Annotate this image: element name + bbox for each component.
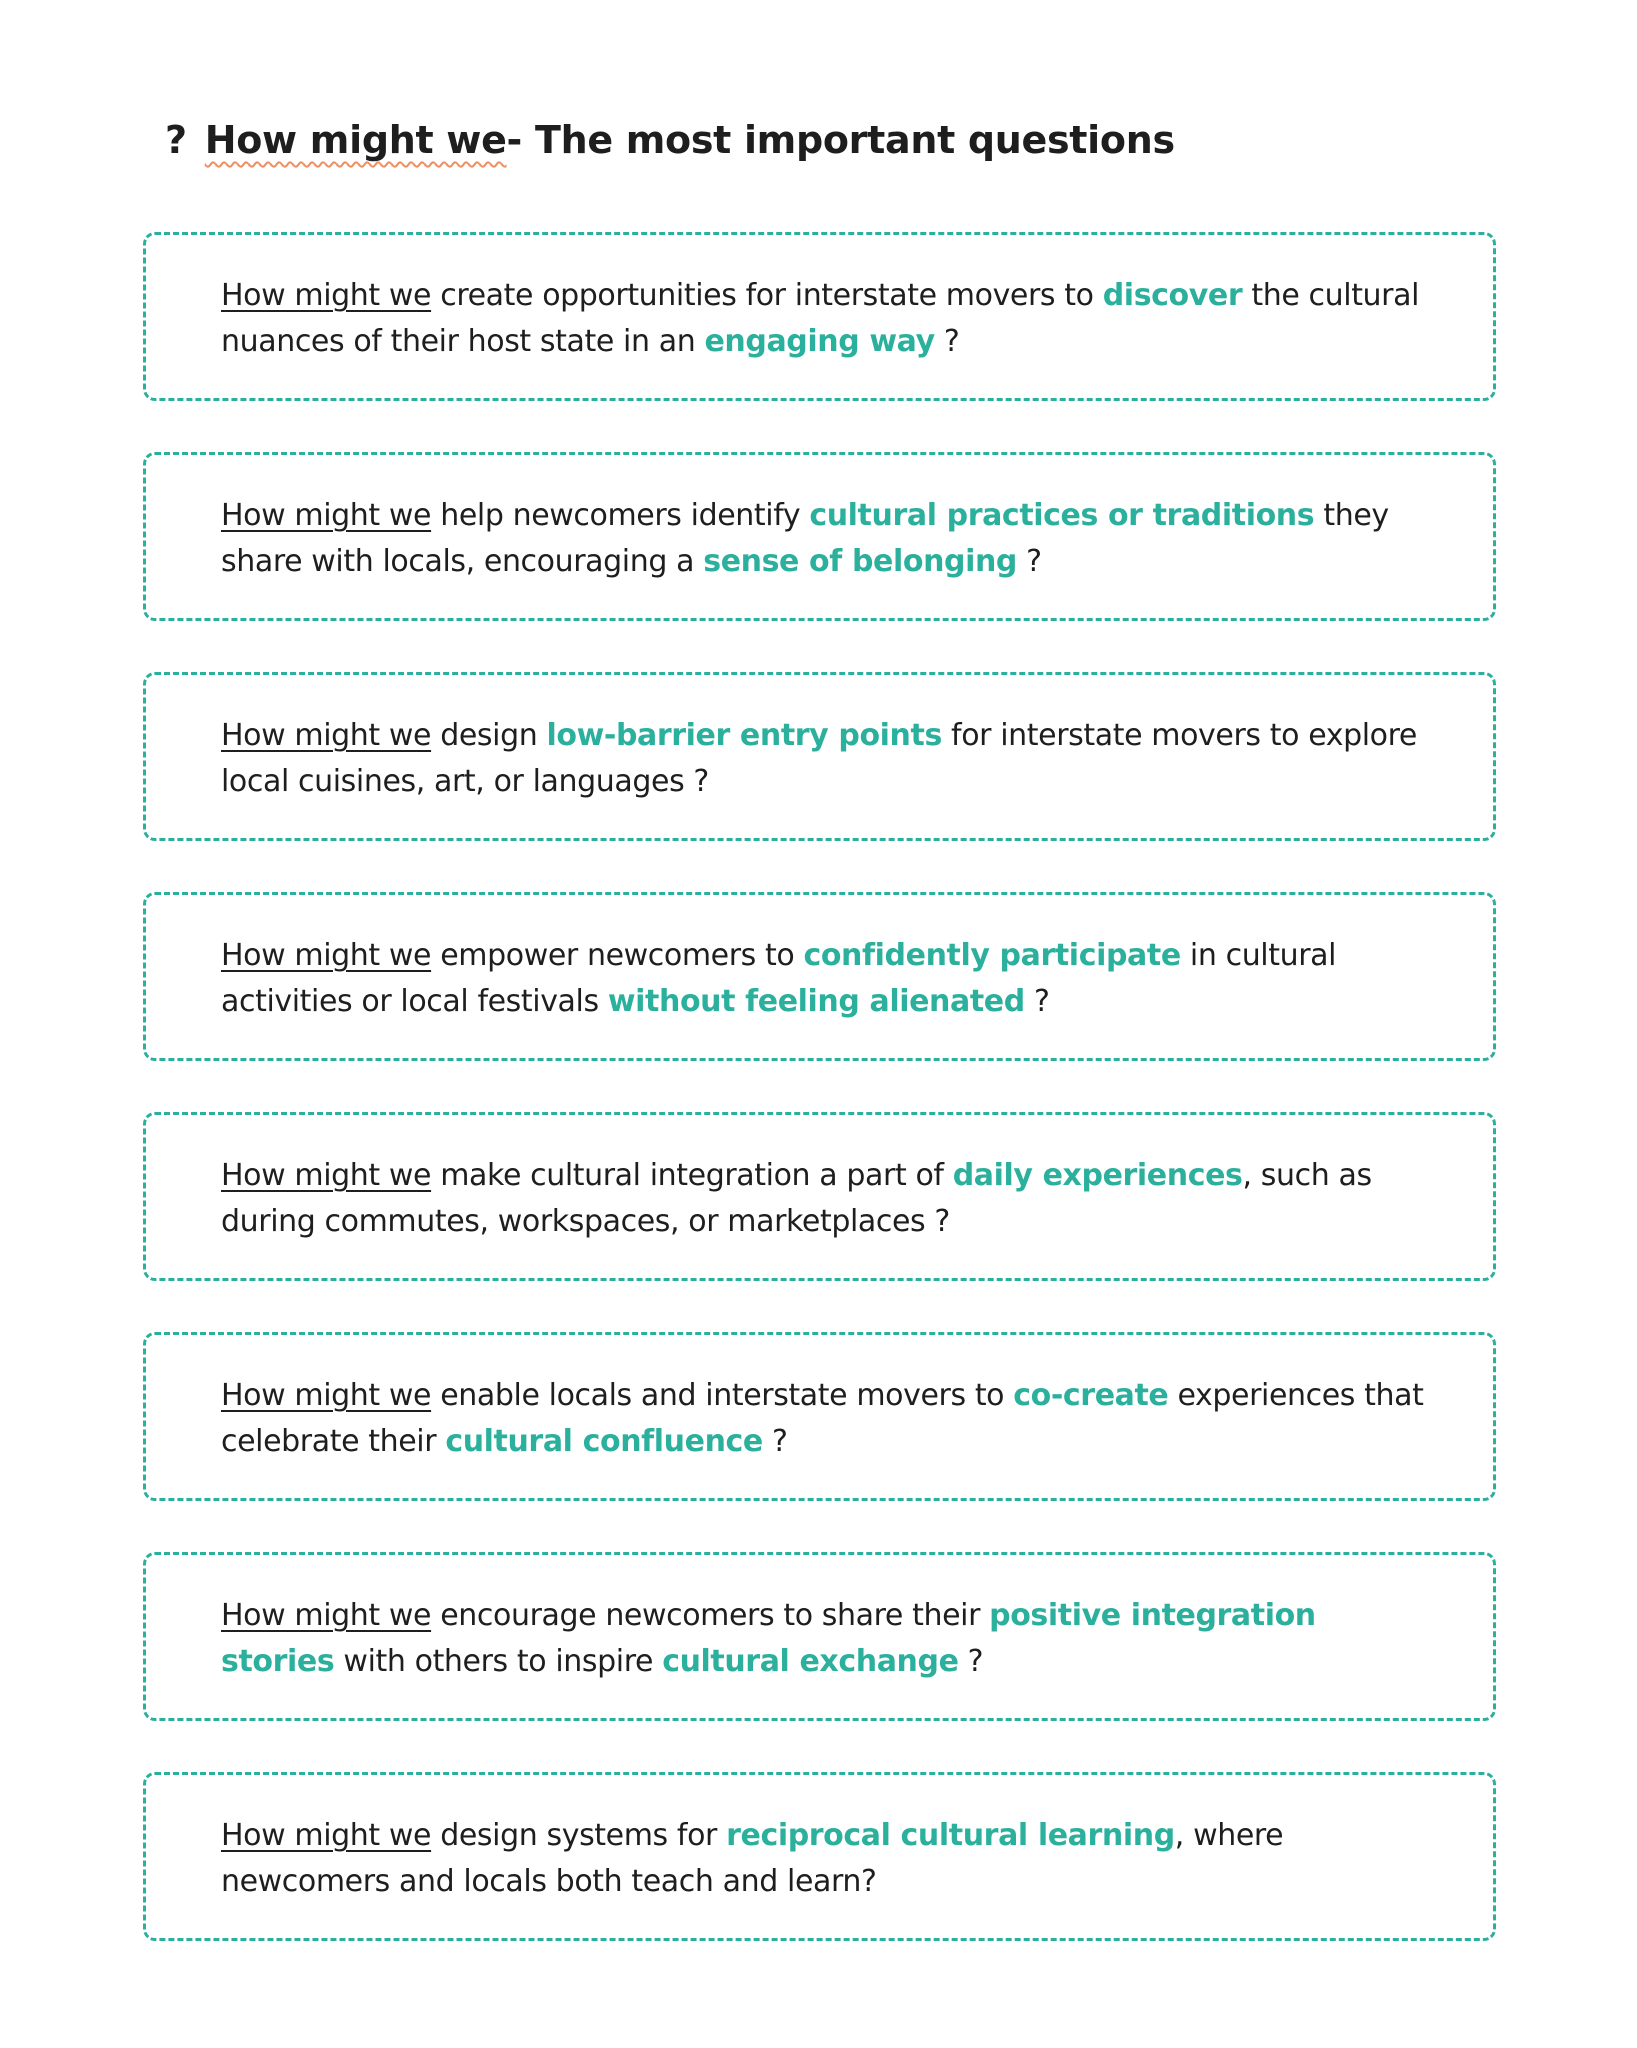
question-text <box>221 713 1433 805</box>
title-rest: - The most important questions <box>506 118 1175 162</box>
question-card <box>143 232 1496 401</box>
question-card-list <box>143 232 1496 1992</box>
question-text <box>221 1593 1433 1685</box>
question-lead: How might we <box>221 718 432 753</box>
question-segment: encourage newcomers to share their <box>431 1598 990 1633</box>
question-segment: make cultural integration a part of <box>431 1158 953 1193</box>
question-text <box>221 493 1433 585</box>
question-segment: for interstate movers to explore local cuisines, art, or languages ? <box>221 718 1417 799</box>
question-segment: the cultural nuances of their host state in an <box>221 278 1420 359</box>
question-card <box>143 892 1496 1061</box>
question-card <box>143 672 1496 841</box>
question-text <box>221 1153 1433 1245</box>
question-segment: enable locals and interstate movers to <box>431 1378 1014 1413</box>
question-lead: How might we <box>221 1598 432 1633</box>
question-segment: in cultural activities or local festivals <box>221 938 1337 1019</box>
question-highlight: cultural practices or traditions <box>809 498 1315 533</box>
question-segment: empower newcomers to <box>431 938 804 973</box>
question-highlight: cultural exchange <box>662 1644 959 1679</box>
question-card <box>143 1112 1496 1281</box>
question-segment: experiences that celebrate their <box>221 1378 1424 1459</box>
question-lead: How might we <box>221 1158 432 1193</box>
question-segment: ? <box>934 324 960 359</box>
question-mark-icon: ? <box>165 118 187 162</box>
title-lead: How might we <box>204 118 507 162</box>
question-text <box>221 273 1433 365</box>
question-segment: ? <box>1017 544 1042 579</box>
question-highlight: cultural confluence <box>445 1424 763 1459</box>
question-highlight: discover <box>1102 278 1243 313</box>
page-title <box>165 118 1175 162</box>
question-card <box>143 1332 1496 1501</box>
question-segment: , where newcomers and locals both teach and learn? <box>221 1818 1284 1899</box>
question-card <box>143 1772 1496 1941</box>
question-segment: ? <box>762 1424 788 1459</box>
question-segment: create opportunities for interstate movers to <box>431 278 1103 313</box>
question-lead: How might we <box>221 1818 432 1853</box>
question-highlight: engaging way <box>704 324 935 359</box>
question-text <box>221 933 1433 1025</box>
question-lead: How might we <box>221 938 432 973</box>
question-highlight: co-create <box>1013 1378 1169 1413</box>
question-lead: How might we <box>221 498 432 533</box>
question-segment: they share with locals, encouraging a <box>221 498 1389 579</box>
question-text <box>221 1373 1433 1465</box>
question-lead: How might we <box>221 278 432 313</box>
question-highlight: daily experiences <box>952 1158 1243 1193</box>
question-segment: , such as during commutes, workspaces, or marketplaces ? <box>221 1158 1372 1239</box>
question-segment: design <box>431 718 547 753</box>
question-highlight: positive integration stories <box>221 1598 1316 1679</box>
question-segment: ? <box>958 1644 984 1679</box>
question-lead: How might we <box>221 1378 432 1413</box>
question-highlight: low-barrier entry points <box>546 718 942 753</box>
question-segment: ? <box>1024 984 1050 1019</box>
question-segment: with others to inspire <box>334 1644 663 1679</box>
question-highlight: without feeling alienated <box>607 984 1025 1019</box>
question-highlight: sense of belonging <box>703 544 1018 579</box>
question-card <box>143 1552 1496 1721</box>
question-highlight: confidently participate <box>803 938 1181 973</box>
question-segment: design systems for <box>431 1818 727 1853</box>
question-card <box>143 452 1496 621</box>
question-highlight: reciprocal cultural learning <box>726 1818 1175 1853</box>
question-segment: help newcomers identify <box>431 498 810 533</box>
question-text <box>221 1813 1433 1905</box>
